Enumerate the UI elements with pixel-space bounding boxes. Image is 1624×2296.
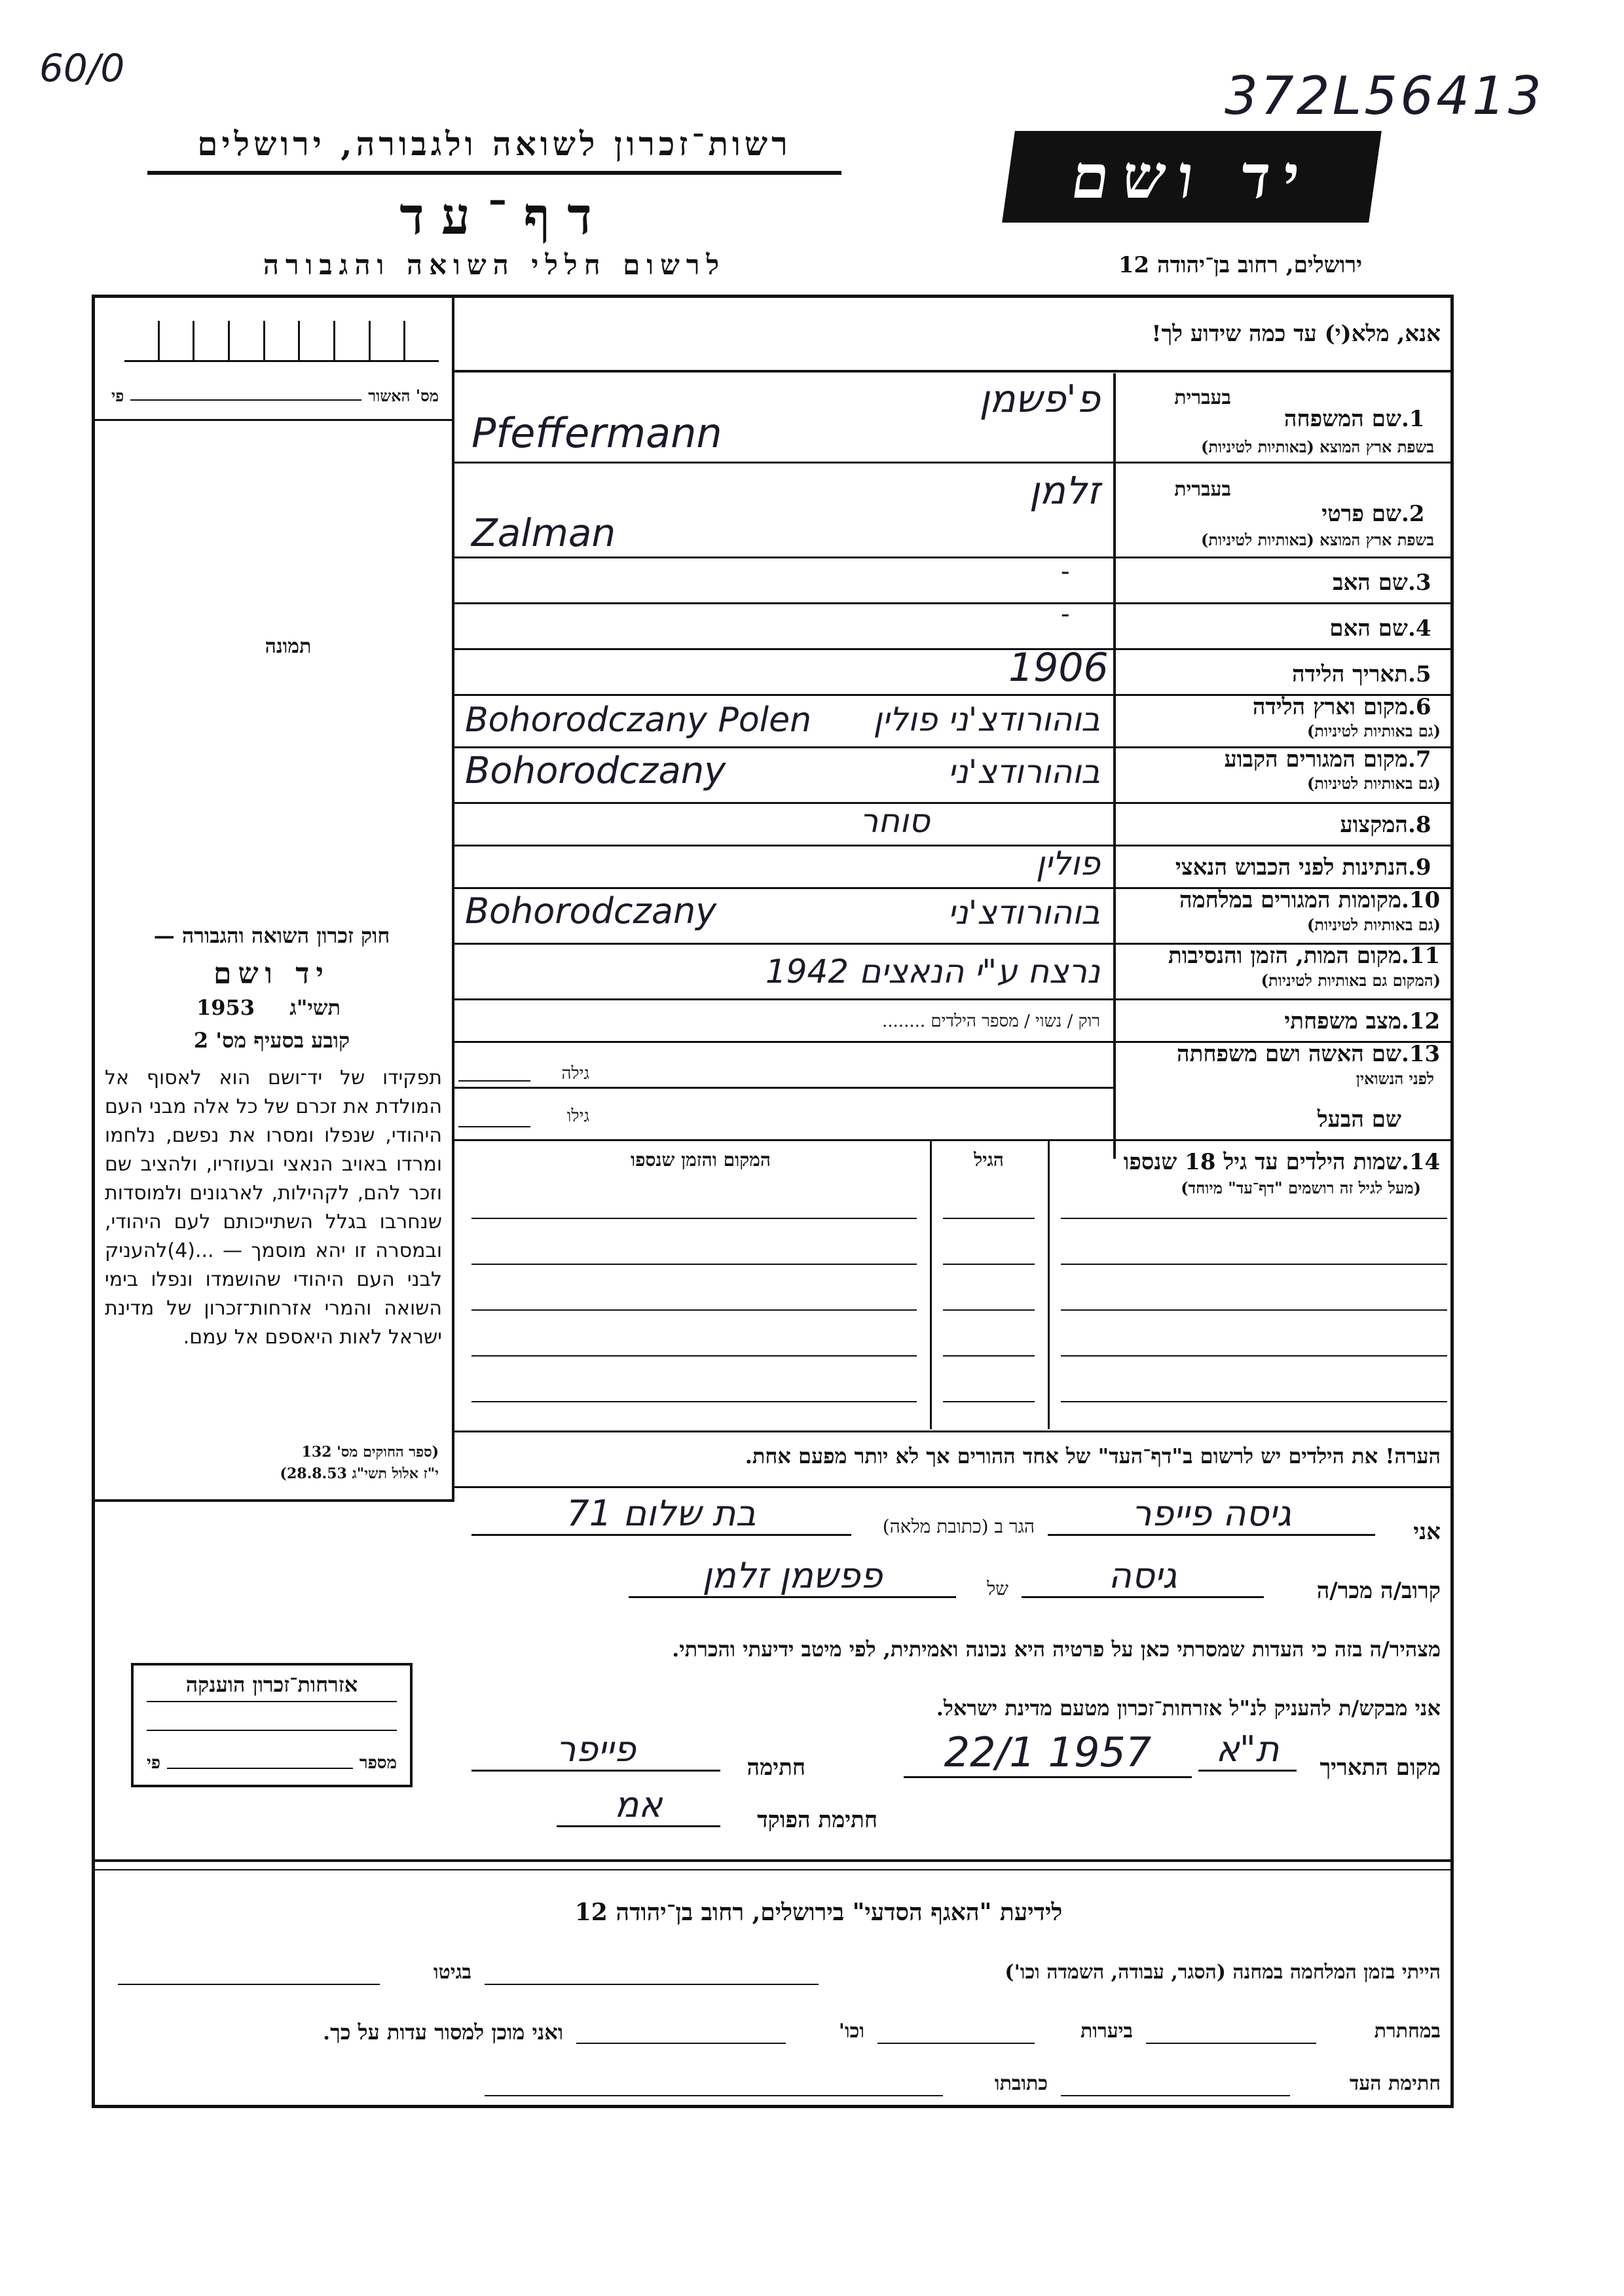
row-2-note: בשפת ארץ המוצא (באותיות לטיניות) (1201, 530, 1434, 549)
approval-label: מס' האשור פי (111, 386, 439, 405)
law-year: 1953 (196, 995, 255, 1020)
row-14-label: שמות הילדים עד גיל 18 שנספו (1123, 1149, 1401, 1175)
row-9-label: הנתינות לפני הכבוש הנאצי (1175, 854, 1408, 881)
row-2-latin-value: Zalman (471, 511, 616, 555)
row-7-label: מקום המגורים הקבוע (1224, 746, 1408, 773)
row-12-label: מצב משפחתי (1284, 1008, 1401, 1034)
row-9-num: 9. (1408, 854, 1431, 881)
signature-label: חתימה (747, 1755, 805, 1781)
row-10-num: 10. (1401, 887, 1441, 913)
declaration: מצהיר/ה בזה כי העדות שמסרתי כאן על פרטיה היא נכונה ואמיתית, לפי מיטב ידיעתי והכרתי. (672, 1637, 1441, 1662)
approval-number-boxes (124, 321, 439, 362)
law-clause: קובע בסעיף מס' 2 (193, 1028, 350, 1053)
officer-label: חתימת הפוקד (757, 1807, 877, 1833)
request: אני מבקש/ת להעניק לנ"ל אזרחות־זכרון מטעם מדינת ישראל. (936, 1696, 1441, 1721)
relation-value: גיסה (1022, 1555, 1264, 1598)
row-6-note: (גם באותיות לטיניות) (1306, 721, 1441, 740)
row-14-num: 14. (1401, 1149, 1441, 1175)
row-1-heb-label: בעברית (1174, 386, 1231, 409)
row-7-num: 7. (1408, 746, 1431, 773)
relative-label: קרוב/ה מכר/ה (1316, 1578, 1441, 1604)
handwritten-note-right: 372L56413 (1225, 65, 1544, 126)
row-5-num: 5. (1408, 661, 1431, 687)
instruction: אנא, מלא(י) עד כמה שידוע לך! (1151, 321, 1441, 347)
row-14-col-place: המקום והזמן שנספו (631, 1149, 771, 1171)
officer-signature: אמ (557, 1784, 720, 1827)
law-title: חוק זכרון השואה והגבורה — (153, 923, 390, 948)
row-1-note: בשפת ארץ המוצא (באותיות לטיניות) (1201, 437, 1434, 456)
photo-label: תמונה (265, 635, 312, 658)
place-date-label: מקום התאריך (1320, 1755, 1441, 1781)
row-2-heb-label: בעברית (1174, 478, 1231, 501)
declarant-name: גיסה פייפר (1048, 1493, 1375, 1536)
citizenship-title: אזרחות־זכרון הוענקה (147, 1672, 397, 1702)
law-subtitle: יד ושם (213, 957, 330, 991)
left-column-border (452, 298, 454, 1499)
law-text: תפקידו של יד־ושם הוא לאסוף אל המולדת את זכרם של כל אלה מבני העם היהודי, שנפלו ומסרו את נפשם, נלחמו ומרדו באויב הנאצי ובעוזריו, ולהציב שם וזכר להם, לקהילות, לארגונים ולמוסדות שנחרבו בגלל השתייכותם לעם היהודי, ובמסרה זו יהא מוסמך — ...(4)להעניק לבני העם היהודי שהושמדו ונפלו בימי השואה והמרי אזרחות־זכרון של מדינת ישראל לאות היאספם אל עמם. (105, 1066, 442, 1349)
row-8-value: סוחר (860, 802, 930, 840)
row-1-heb-value: פ'פשמן (979, 376, 1100, 421)
row-5-label: תאריך הלידה (1291, 661, 1408, 687)
row-13-num: 13. (1401, 1041, 1441, 1067)
row-7-value: בוהורודצ'ני (948, 753, 1100, 791)
row-3-value: - (1061, 556, 1070, 587)
bottom-line2-d: ואני מוכן למסור עדות על כך. (322, 2020, 563, 2045)
row-10-value: בוהורודצ'ני (948, 894, 1100, 932)
form-title: דף־עד (399, 187, 609, 246)
citizenship-number: מספר פי (147, 1753, 397, 1773)
row-5-value: 1906 (1008, 645, 1109, 691)
bottom-line2-c: וכו' (838, 2020, 864, 2043)
form-subtitle: לרשום חללי השואה והגבורה (263, 249, 726, 281)
row-11-note: (המקום גם באותיות לטיניות) (1261, 971, 1441, 990)
row-12-value: רוק / נשוי / מספר הילדים ........ (882, 1011, 1100, 1031)
row-13-extra: גילה (561, 1064, 589, 1084)
bottom-line2-a: במחתרת (1374, 2020, 1441, 2043)
notice: הערה! את הילדים יש לרשום ב"דף־העד" של אחד ההורים אך לא יותר מפעם אחת. (745, 1444, 1441, 1468)
place-value: ת"א (1198, 1728, 1297, 1772)
logo-text: יד ושם (1067, 141, 1317, 212)
row-4-value: - (1061, 599, 1070, 629)
declarant-i-label: אני (1413, 1519, 1441, 1545)
row-10-note: (גם באותיות לטיניות) (1306, 915, 1441, 934)
bottom-title: לידיעת "האגף הסדעי" בירושלים, רחוב בן־יהודה 12 (574, 1899, 1063, 1926)
declarant-address: בת שלום 71 (471, 1493, 851, 1536)
handwritten-note-left: 60/0 (39, 46, 125, 90)
bottom-line3-a: חתימת העד (1349, 2072, 1441, 2095)
row-7-note: (גם באותיות לטיניות) (1306, 774, 1441, 793)
row-2-heb-value: זלמן (1029, 468, 1100, 513)
row-1-num: 1. (1401, 406, 1425, 432)
row-6-num: 6. (1408, 694, 1431, 720)
row-10-latin-value: Bohorodczany (465, 890, 717, 932)
row-3-num: 3. (1408, 570, 1431, 596)
of-label: של (987, 1578, 1008, 1599)
bottom-line2-b: ביערות (1080, 2020, 1133, 2043)
row-14-col-age: הגיל (974, 1149, 1004, 1171)
row-9-value: פולין (1035, 845, 1100, 883)
row-6-value: בוהורודצ'ני פולין (873, 701, 1100, 738)
row-11-num: 11. (1401, 943, 1441, 969)
law-year-heb: תשי"ג (289, 995, 341, 1020)
law-footer-2: י"ז אלול תשי"ג 28.8.53) (280, 1465, 439, 1482)
row-10-label: מקומות המגורים במלחמה (1179, 887, 1401, 913)
bottom-line3-b: כתובתו (994, 2072, 1048, 2095)
of-name: פפשמן זלמן (629, 1555, 956, 1598)
row-11-value: נרצח ע"י הנאצים 1942 (765, 953, 1100, 991)
date-value: 22/1 1957 (904, 1728, 1192, 1778)
husband-label: שם הבעל (1317, 1106, 1401, 1133)
logo (1002, 131, 1382, 223)
row-13-label: שם האשה ושם משפחתה (1177, 1041, 1401, 1067)
row-7-latin-value: Bohorodczany (465, 750, 726, 792)
row-14-note: (מעל לגיל זה רושמים "דף־עד" מיוחד) (1181, 1178, 1421, 1197)
row-6-latin-value: Bohorodczany Polen (465, 701, 812, 740)
row-13-note: לפני הנשואין (1356, 1069, 1434, 1088)
org-line: רשות־זכרון לשואה ולגבורה, ירושלים (147, 124, 841, 175)
citizenship-box (131, 1663, 413, 1787)
row-1-latin-value: Pfeffermann (471, 409, 722, 457)
bottom-line1-b: בגיטו (433, 1961, 471, 1984)
row-2-num: 2. (1401, 501, 1425, 527)
address: ירושלים, רחוב בן־יהודה 12 (1118, 252, 1362, 278)
row-3-label: שם האב (1333, 570, 1408, 596)
row-8-label: המקצוע (1340, 812, 1408, 838)
row-4-label: שם האם (1329, 615, 1408, 642)
law-footer-1: (ספר החוקים מס' 132 (301, 1444, 439, 1461)
row-11-label: מקום המות, הזמן והנסיבות (1168, 943, 1401, 969)
declarant-resident-label: הגר ב (כתובת מלאה) (882, 1516, 1035, 1537)
signature-value: פייפר (471, 1728, 720, 1772)
row-1-label: שם המשפחה (1283, 406, 1401, 432)
row-4-num: 4. (1408, 615, 1431, 642)
row-6-label: מקום וארץ הלידה (1252, 694, 1408, 720)
bottom-line1-a: הייתי בזמן המלחמה במחנה (הסגר, עבודה, השמדה וכו') (1005, 1961, 1441, 1984)
husband-extra: גילו (566, 1106, 589, 1126)
row-8-num: 8. (1408, 812, 1431, 838)
row-2-label: שם פרטי (1321, 501, 1401, 527)
row-12-num: 12. (1401, 1008, 1441, 1034)
